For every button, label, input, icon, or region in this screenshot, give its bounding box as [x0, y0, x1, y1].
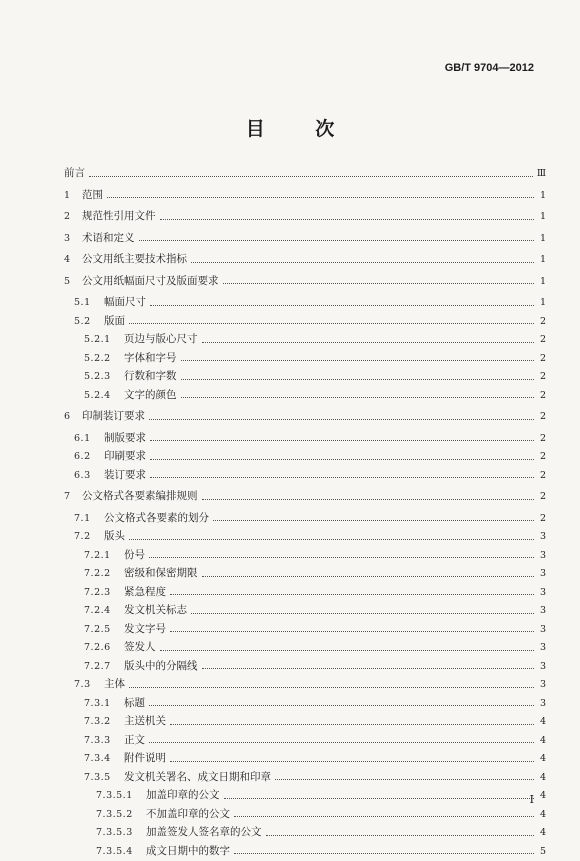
toc-entry[interactable]: [64, 768, 546, 787]
dot-leader: [181, 360, 535, 361]
toc-entry-page: 3: [538, 676, 546, 695]
toc-entry-page: 1: [538, 208, 546, 227]
toc-entry[interactable]: [64, 638, 546, 657]
toc-entry-page: 2: [538, 387, 546, 406]
toc-entry-number: 7.2.2: [84, 565, 124, 584]
toc-entry-label: 前言: [64, 164, 85, 183]
dot-leader: [107, 197, 534, 198]
dot-leader: [202, 499, 535, 500]
dot-leader: [149, 742, 534, 743]
toc-entry[interactable]: [64, 509, 546, 528]
toc-entry-label: 制版要求: [104, 429, 146, 448]
toc-entry[interactable]: [64, 367, 546, 386]
toc-entry-number: 7: [64, 488, 82, 507]
dot-leader: [89, 176, 533, 177]
toc-entry-number: 4: [64, 251, 82, 270]
dot-leader: [202, 342, 535, 343]
dot-leader: [266, 835, 535, 836]
toc-entry-number: 5.2: [74, 313, 104, 332]
dot-leader: [160, 219, 535, 220]
toc-entry[interactable]: [64, 583, 546, 602]
toc-entry-page: 1: [538, 294, 546, 313]
toc-entry-label: 公文格式各要素编排规则: [82, 487, 198, 506]
toc-list: [64, 164, 546, 860]
toc-entry-label: 装订要求: [104, 466, 146, 485]
dot-leader: [181, 397, 535, 398]
dot-leader: [202, 668, 535, 669]
toc-entry-label: 版头: [104, 527, 125, 546]
toc-entry-label: 印制装订要求: [82, 407, 145, 426]
toc-entry-number: 7.2.5: [84, 621, 124, 640]
dot-leader: [170, 631, 534, 632]
toc-entry-label: 公文格式各要素的划分: [104, 509, 209, 528]
toc-entry-label: 版头中的分隔线: [124, 657, 198, 676]
dot-leader: [129, 539, 534, 540]
toc-entry-page: 1: [538, 230, 546, 249]
toc-entry-number: 1: [64, 187, 82, 206]
toc-entry-label: 公文用纸主要技术指标: [82, 250, 187, 269]
toc-entry-number: 7.1: [74, 510, 104, 529]
toc-entry[interactable]: [64, 564, 546, 583]
toc-entry-number: 6.1: [74, 430, 104, 449]
toc-entry-label: 成文日期中的数字: [146, 842, 230, 861]
toc-entry-page: 3: [538, 639, 546, 658]
toc-entry[interactable]: [64, 312, 546, 331]
dot-leader: [129, 687, 534, 688]
dot-leader: [224, 798, 535, 799]
toc-entry-number: 7.2: [74, 528, 104, 547]
toc-entry-page: 5: [538, 843, 546, 861]
toc-entry[interactable]: [64, 694, 546, 713]
toc-entry-number: 7.3.5.4: [96, 843, 146, 861]
toc-entry-number: 7.3.4: [84, 750, 124, 769]
dot-leader: [181, 379, 535, 380]
page-title: 目 次: [0, 114, 580, 141]
toc-entry-number: 7.2.4: [84, 602, 124, 621]
dot-leader: [170, 761, 534, 762]
toc-entry-number: 3: [64, 230, 82, 249]
toc-entry-number: 6: [64, 408, 82, 427]
toc-entry[interactable]: [64, 447, 546, 466]
toc-entry[interactable]: [64, 272, 546, 291]
toc-entry[interactable]: [64, 186, 546, 205]
toc-entry[interactable]: [64, 675, 546, 694]
toc-entry[interactable]: [64, 786, 546, 805]
toc-entry[interactable]: [64, 293, 546, 312]
toc-entry-number: 7.3.5: [84, 769, 124, 788]
toc-entry-page: 2: [538, 368, 546, 387]
standard-code: GB/T 9704—2012: [445, 62, 534, 74]
toc-entry-number: 7.3.5.1: [96, 787, 146, 806]
dot-leader: [275, 779, 534, 780]
toc-entry-number: 5: [64, 273, 82, 292]
toc-entry-label: 文字的颜色: [124, 386, 177, 405]
toc-entry-page: 2: [538, 488, 546, 507]
toc-entry-page: Ⅲ: [537, 165, 546, 184]
page-number: Ⅰ: [530, 793, 534, 806]
toc-entry[interactable]: [64, 546, 546, 565]
dot-leader: [213, 520, 534, 521]
toc-entry[interactable]: [64, 429, 546, 448]
toc-entry-number: 7.2.6: [84, 639, 124, 658]
dot-leader: [150, 440, 534, 441]
toc-entry-page: 4: [538, 769, 546, 788]
toc-entry-label: 规范性引用文件: [82, 207, 156, 226]
toc-entry-page: 3: [538, 621, 546, 640]
toc-entry-label: 字体和字号: [124, 349, 177, 368]
toc-entry-page: 2: [538, 408, 546, 427]
toc-entry-page: 2: [538, 331, 546, 350]
toc-entry-page: 3: [538, 602, 546, 621]
toc-entry[interactable]: [64, 164, 546, 183]
toc-entry-page: 3: [538, 528, 546, 547]
toc-entry-label: 不加盖印章的公文: [146, 805, 230, 824]
toc-entry[interactable]: [64, 487, 546, 506]
dot-leader: [150, 477, 534, 478]
toc-entry-label: 份号: [124, 546, 145, 565]
dot-leader: [149, 557, 534, 558]
toc-entry-page: 3: [538, 547, 546, 566]
toc-entry-number: 7.3.1: [84, 695, 124, 714]
toc-entry-page: 3: [538, 658, 546, 677]
toc-entry[interactable]: [64, 731, 546, 750]
toc-entry-label: 正文: [124, 731, 145, 750]
dot-leader: [150, 459, 534, 460]
toc-entry-page: 2: [538, 467, 546, 486]
dot-leader: [191, 613, 534, 614]
dot-leader: [170, 594, 534, 595]
toc-entry-label: 紧急程度: [124, 583, 166, 602]
toc-entry[interactable]: [64, 620, 546, 639]
toc-entry-label: 加盖签发人签名章的公文: [146, 823, 262, 842]
toc-entry-number: 7.3: [74, 676, 104, 695]
dot-leader: [149, 705, 534, 706]
toc-entry-page: 4: [538, 713, 546, 732]
toc-entry-label: 页边与版心尺寸: [124, 330, 198, 349]
dot-leader: [129, 323, 534, 324]
toc-entry-page: 3: [538, 695, 546, 714]
dot-leader: [170, 724, 534, 725]
dot-leader: [139, 240, 535, 241]
toc-entry-page: 2: [538, 430, 546, 449]
toc-entry-label: 公文用纸幅面尺寸及版面要求: [82, 272, 219, 291]
toc-entry-label: 加盖印章的公文: [146, 786, 220, 805]
toc-entry[interactable]: [64, 749, 546, 768]
toc-entry-number: 7.2.1: [84, 547, 124, 566]
toc-entry-number: 5.2.1: [84, 331, 124, 350]
toc-entry[interactable]: [64, 349, 546, 368]
toc-entry[interactable]: [64, 657, 546, 676]
toc-entry-label: 密级和保密期限: [124, 564, 198, 583]
toc-entry-page: 4: [538, 787, 546, 806]
toc-entry-number: 7.2.7: [84, 658, 124, 677]
toc-entry-label: 印刷要求: [104, 447, 146, 466]
dot-leader: [149, 419, 534, 420]
toc-entry-label: 范围: [82, 186, 103, 205]
toc-entry-number: 5.1: [74, 294, 104, 313]
dot-leader: [160, 650, 535, 651]
toc-entry-label: 主体: [104, 675, 125, 694]
toc-entry-page: 4: [538, 806, 546, 825]
dot-leader: [234, 853, 534, 854]
toc-entry-page: 2: [538, 350, 546, 369]
toc-entry[interactable]: [64, 601, 546, 620]
toc-entry[interactable]: [64, 250, 546, 269]
toc-entry-label: 行数和字数: [124, 367, 177, 386]
toc-entry[interactable]: [64, 712, 546, 731]
toc-entry-label: 术语和定义: [82, 229, 135, 248]
dot-leader: [191, 262, 534, 263]
toc-entry-page: 2: [538, 313, 546, 332]
toc-entry-page: 2: [538, 448, 546, 467]
toc-entry-page: 1: [538, 187, 546, 206]
dot-leader: [234, 816, 534, 817]
toc-entry[interactable]: [64, 823, 546, 842]
toc-entry-page: 4: [538, 732, 546, 751]
toc-entry[interactable]: [64, 527, 546, 546]
toc-entry[interactable]: [64, 407, 546, 426]
toc-entry-label: 发文机关署名、成文日期和印章: [124, 768, 271, 787]
toc-entry-page: 3: [538, 565, 546, 584]
toc-entry[interactable]: [64, 805, 546, 824]
toc-entry-label: 签发人: [124, 638, 156, 657]
toc-entry[interactable]: [64, 207, 546, 226]
toc-entry[interactable]: [64, 330, 546, 349]
toc-entry-number: 7.3.5.3: [96, 824, 146, 843]
toc-entry-number: 2: [64, 208, 82, 227]
toc-entry-label: 发文机关标志: [124, 601, 187, 620]
toc-entry[interactable]: [64, 466, 546, 485]
toc-entry-number: 7.3.3: [84, 732, 124, 751]
toc-entry-number: 7.2.3: [84, 584, 124, 603]
toc-entry-label: 主送机关: [124, 712, 166, 731]
toc-entry-page: 4: [538, 824, 546, 843]
toc-entry-number: 7.3.2: [84, 713, 124, 732]
toc-entry-number: 5.2.2: [84, 350, 124, 369]
toc-entry-number: 5.2.3: [84, 368, 124, 387]
toc-entry-number: 7.3.5.2: [96, 806, 146, 825]
toc-entry-number: 6.2: [74, 448, 104, 467]
toc-entry-number: 5.2.4: [84, 387, 124, 406]
toc-entry[interactable]: [64, 386, 546, 405]
toc-entry-page: 3: [538, 584, 546, 603]
toc-entry-label: 版面: [104, 312, 125, 331]
toc-entry-page: 4: [538, 750, 546, 769]
toc-entry-page: 1: [538, 251, 546, 270]
toc-entry[interactable]: [64, 842, 546, 861]
dot-leader: [202, 576, 535, 577]
toc-entry-label: 发文字号: [124, 620, 166, 639]
toc-entry-page: 2: [538, 510, 546, 529]
toc-entry-label: 标题: [124, 694, 145, 713]
toc-entry-number: 6.3: [74, 467, 104, 486]
toc-entry-page: 1: [538, 273, 546, 292]
dot-leader: [150, 305, 534, 306]
toc-entry-label: 附件说明: [124, 749, 166, 768]
toc-entry-label: 幅面尺寸: [104, 293, 146, 312]
toc-entry[interactable]: [64, 229, 546, 248]
dot-leader: [223, 283, 535, 284]
